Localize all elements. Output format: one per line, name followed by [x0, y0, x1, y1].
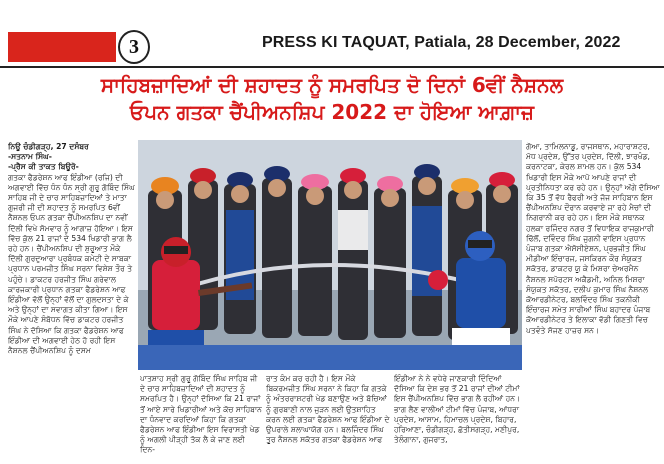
- article-text-left: ਗਤਕਾ ਫੈਡਰੇਸ਼ਨ ਆਫ ਇੰਡੀਆ (ਰਜਿ) ਦੀ ਅਗਵਾਈ ਵਿੱਚ ਧੰਨ ਧੰਨ ਸ੍ਰੀ ਗੁਰੂ ਗੋਬਿੰਦ ਸਿੰਘ ਸਾਹਿਬ ਜੀ ਦੇ ਚਾਰ ਸਾਹਿਬਜ਼ਾਦਿਆਂ ਤੇ ਮਾਤਾ ਗੁਜਰੀ ਜੀ ਦੀ ਸ਼ਹਾਦਤ ਨੂੰ ਸਮਰਪਿਤ 6ਵੀਂ ਨੈਸ਼ਨਲ ਓਪਨ ਗਤਕਾ ਚੈਂਪੀਅਨਸ਼ਿਪ ਦਾ ਨਵੀਂ ਦਿੱਲੀ ਵਿਖੇ ਸੋਮਵਾਰ ਨੂੰ ਆਗਾਜ਼ ਹੋਇਆ। ਇਸ ਵਿੱਚ ਕੁੱਲ 21 ਰਾਜਾਂ ਦੇ 534 ਖਿਡਾਰੀ ਭਾਗ ਲੈ ਰਹੇ ਹਨ। ਚੈਂਪੀਅਨਸ਼ਿਪ ਦੀ ਸ਼ੁਰੂਆਤ ਮੌਕੇ ਦਿੱਲੀ ਗੁਰਦੁਆਰਾ ਪ੍ਰਬੰਧਕ ਕਮੇਟੀ ਦੇ ਸਾਬਕਾ ਪ੍ਰਧਾਨ ਪਰਮਜੀਤ ਸਿੰਘ ਸਰਨਾ ਵਿਸ਼ੇਸ਼ ਤੌਰ ਤੇ ਪਹੁੰਚੇ। ਡਾਕਟਰ ਹਰਜੀਤ ਸਿੰਘ ਗਰੇਵਾਲ ਕਾਰਜਕਾਰੀ ਪ੍ਰਧਾਨ ਗਤਕਾ ਫੈਡਰੇਸ਼ਨ ਆਫ ਇੰਡੀਆ ਵੱਲੋਂ ਉਨ੍ਹਾਂ ਵੱਲੋਂ ਦਾ ਗੁਲਦਸਤਾ ਦੇ ਕੇ ਅਤੇ ਉਨ੍ਹਾਂ ਦਾ ਸਵਾਗਤ ਕੀਤਾ ਗਿਆ। ਇਸ ਮੌਕੇ ਆਪਣੇ ਸੰਬੋਧਨ ਵਿੱਚ ਡਾਕਟਰ ਹਰਜੀਤ ਸਿੰਘ ਨੇ ਦੱਸਿਆ ਕਿ ਗਤਕਾ ਫੈਡਰੇਸ਼ਨ ਆਫ ਇੰਡੀਆ ਦੀ ਅਗਵਾਈ ਹੇਠ ਹੋ ਰਹੀ ਇਸ ਨੈਸ਼ਨਲ ਚੈਂਪੀਅਨਸ਼ਿਪ ਨੂੰ ਦਸਮ: [8, 172, 135, 356]
- reporter: -ਸਤਨਾਮ ਸਿੰਘ-: [8, 152, 52, 162]
- masthead: PRESS KI TAQUAT, Patiala, 28 December, 2022: [262, 34, 621, 51]
- article-column-bottom-3: ਇੰਡੀਆ ਨੇ ਨੇ ਵਧੇਰੇ ਜਾਣਕਾਰੀ ਦਿੰਦਿਆਂ ਦੱਸਿਆ ਕਿ ਦੇਸ਼ ਭਰ ਤੋਂ 21 ਰਾਜਾਂ ਦੀਆਂ ਟੀਮਾਂ ਇਸ ਚੈਂਪੀਅਨਸ਼ਿਪ ਵਿੱਚ ਭਾਗ ਲੈ ਰਹੀਆਂ ਹਨ। ਭਾਗ ਲੈਣ ਵਾਲੀਆਂ ਟੀਮਾਂ ਵਿੱਚ ਪੰਜਾਬ, ਆਂਧਰਾ ਪ੍ਰਦੇਸ਼, ਆਸਾਮ, ਹਿਮਾਚਲ ਪ੍ਰਦੇਸ਼, ਬਿਹਾਰ, ਹਰਿਆਣਾ, ਚੰਡੀਗੜ੍ਹ, ਛੱਤੀਸਗੜ੍ਹ, ਮਣੀਪੁਰ, ਤੇਲੰਗਾਨਾ, ਗੁਜਰਾਤ,: [394, 374, 521, 445]
- header-red-bar: [8, 32, 116, 62]
- headline: [18, 72, 646, 126]
- page-number: 3: [118, 30, 150, 64]
- headline-line-1: ਸਾਹਿਬਜ਼ਾਦਿਆਂ ਦੀ ਸ਼ਹਾਦਤ ਨੂੰ ਸਮਰਪਿਤ ਦੋ ਦਿਨਾਂ 6ਵੀਂ ਨੈਸ਼ਨਲ: [100, 73, 564, 97]
- header-rule: [0, 66, 664, 68]
- article-column-bottom-1: ਪਾਤਸ਼ਾਹ ਸ੍ਰੀ ਗੁਰੂ ਗੋਬਿੰਦ ਸਿੰਘ ਸਾਹਿਬ ਜੀ ਦੇ ਚਾਰ ਸਾਹਿਬਜ਼ਾਦਿਆਂ ਦੀ ਸ਼ਹਾਦਤ ਨੂੰ ਸਮਰਪਿਤ ਹੈ। ਉਨ੍ਹਾਂ ਦੱਸਿਆ ਕਿ 21 ਰਾਜਾਂ ਤੋਂ ਆਏ ਸਾਰੇ ਖਿਡਾਰੀਆਂ ਅਤੇ ਕੋਚ ਸਾਹਿਬਾਨ ਦਾ ਧੰਨਵਾਦ ਕਰਦਿਆਂ ਕਿਹਾ ਕਿ ਗਤਕਾ ਫੈਡਰੇਸ਼ਨ ਆਫ ਇੰਡੀਆ ਇਸ ਵਿਰਾਸਤੀ ਖੇਡ ਨੂੰ ਅਗਲੀ ਪੀੜ੍ਹੀ ਤੱਕ ਲੈ ਕੇ ਜਾਣ ਲਈ ਦਿਨ-: [140, 374, 262, 455]
- article-column-left: [8, 142, 136, 460]
- source: -ਪ੍ਰੈਸ ਕੀ ਤਾਕਤ ਬਿਊਰੋ-: [8, 162, 79, 172]
- event-photo-illustration: [138, 140, 522, 370]
- event-photo: [138, 140, 522, 370]
- article-column-right: [526, 142, 660, 460]
- article-column-bottom-2: ਰਾਤ ਕੰਮ ਕਰ ਰਹੀ ਹੈ। ਇਸ ਮੌਕੇ ਬਿਕਰਮਜੀਤ ਸਿੰਘ ਸਰਨਾ ਨੇ ਕਿਹਾ ਕਿ ਗਤਕੇ ਨੂੰ ਅੰਤਰਰਾਸ਼ਟਰੀ ਖੇਡ ਬਣਾਉਣ ਅਤੇ ਬੱਚਿਆਂ ਨੂੰ ਗੁਰਬਾਣੀ ਨਾਲ ਜੁੜਨ ਲਈ ਉਤਸ਼ਾਹਿਤ ਕਰਨ ਲਈ ਗਤਕਾ ਫੈਡਰੇਸ਼ਨ ਆਫ ਇੰਡੀਆ ਦੇ ਉਪਰਾਲੇ ਸ਼ਲਾਘਾਯੋਗ ਹਨ। ਬਲਜਿੰਦਰ ਸਿੰਘ ਤੂਰ ਨੈਸ਼ਨਲ ਸਕੱਤਰ ਗਤਕਾ ਫੈਡਰੇਸ਼ਨ ਆਫ: [266, 374, 390, 445]
- article-text-right: ਗੋਆ, ਤਾਮਿਲਨਾਡੂ, ਰਾਜਸਥਾਨ, ਮਹਾਰਾਸ਼ਟਰ, ਮੱਧ ਪ੍ਰਦੇਸ਼, ਉੱਤਰ ਪ੍ਰਦੇਸ਼, ਦਿੱਲੀ, ਝਾਰਖੰਡ, ਕਰਨਾਟਕਾ, ਕੇਰਲ ਸ਼ਾਮਲ ਹਨ। ਕੁੱਲ 534 ਖਿਡਾਰੀ ਇਸ ਮੌਕੇ ਆਪੋ ਆਪਣੇ ਰਾਜਾਂ ਦੀ ਪ੍ਰਤੀਨਿਧਤਾ ਕਰ ਰਹੇ ਹਨ। ਉਨ੍ਹਾਂ ਅੱਗੇ ਦੱਸਿਆ ਕਿ 35 ਤੋਂ ਵੱਧ ਰੈਫਰੀ ਅਤੇ ਜੱਜ ਸਾਹਿਬਾਨ ਇਸ ਚੈਂਪੀਅਨਸ਼ਿਪ ਦੌਰਾਨ ਕਰਵਾਏ ਜਾ ਰਹੇ ਮੈਚਾਂ ਦੀ ਨਿਗਰਾਨੀ ਕਰ ਰਹੇ ਹਨ। ਇਸ ਮੌਕੇ ਸਥਾਨਕ ਹਲਕਾ ਰਜਿੰਦਰ ਨਗਰ ਤੋਂ ਵਿਧਾਇਕ ਰਾਜਕੁਮਾਰੀ ਢਿੱਲੋਂ, ਦਵਿੰਦਰ ਸਿੰਘ ਜੁਗਨੀ ਵਾਇਸ ਪ੍ਰਧਾਨ ਪੰਜਾਬ ਗਤਕਾ ਐਸੋਸੀਏਸ਼ਨ, ਪ੍ਰਭਜੀਤ ਸਿੰਘ ਮੀਡੀਆ ਇੰਚਾਰਜ, ਜਸਕਿਰਨ ਕੌਰ ਸੰਯੁਕਤ ਸਕੱਤਰ, ਡਾਕਟਰ ਯੂ ਕੇ ਮਿਸ਼ਰਾ ਚੇਅਰਮੈਨ ਨੈਸ਼ਨਲ ਸਪੋਰਟਸ ਅਕੈਡਮੀ, ਅਨਿਲ ਮਿਸ਼ਰਾ ਸੰਯੁਕਤ ਸਕੱਤਰ, ਦਲੀਪ ਕੁਮਾਰ ਸਿੰਘ ਨੈਸ਼ਨਲ ਕੋਆਰਡੀਨੇਟਰ, ਬਲਵਿੰਦਰ ਸਿੰਘ ਤਕਨੀਕੀ ਇੰਚਾਰਜ ਸਮੇਤ ਸਾਰੀਆਂ ਸਿੰਘ ਬਹਾਦਰ ਪੰਜਾਬ ਕੋਆਰਡੀਨੇਟਰ ਤੇ ਇਲਾਕਾ ਵੱਡੀ ਗਿਣਤੀ ਵਿਚ ਪਤਵੰਤੇ ਸੱਜਣ ਹਾਜ਼ਰ ਸਨ।: [526, 142, 660, 335]
- dateline: ਨਿਊ ਚੰਡੀਗੜ੍ਹ, 27 ਦਸੰਬਰ: [8, 142, 89, 151]
- headline-line-2: ਓਪਨ ਗਤਕਾ ਚੈਂਪੀਅਨਸ਼ਿਪ 2022 ਦਾ ਹੋਇਆ ਆਗ਼ਾਜ਼: [129, 100, 535, 124]
